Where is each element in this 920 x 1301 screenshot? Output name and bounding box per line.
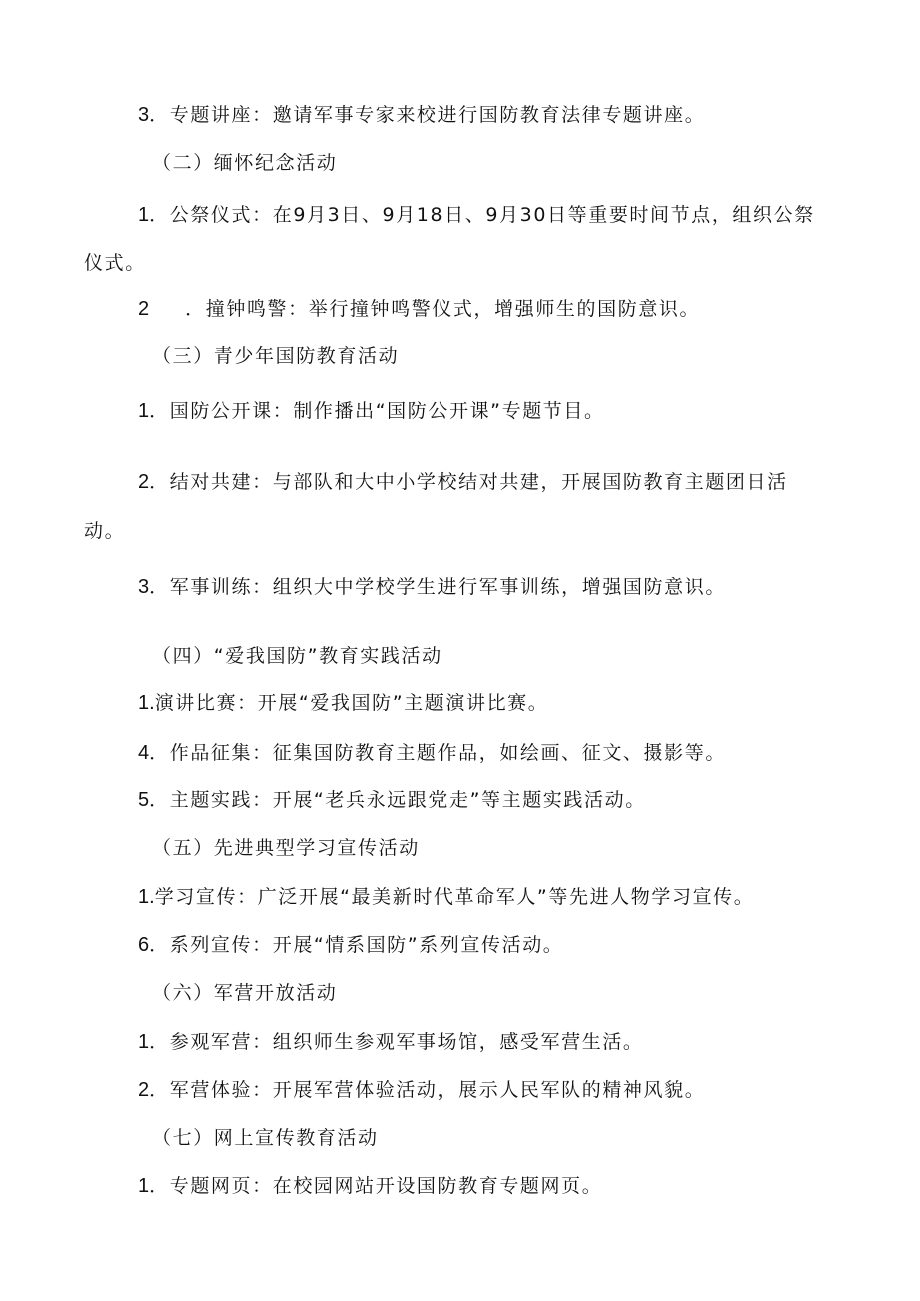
heading-text: （三）青少年国防教育活动: [152, 345, 400, 367]
item-text: ．军事训练：组织大中学校学生进行军事训练，增强国防意识。: [149, 576, 726, 598]
item-text: ．专题讲座：邀请军事专家来校进行国防教育法律专题讲座。: [149, 104, 706, 126]
item-series-publicity: [138, 933, 563, 957]
item-text: ．结对共建：与部队和大中小学校结对共建，开展国防教育主题团日活: [149, 471, 788, 493]
item-pairing: [138, 470, 788, 494]
item-text: ．参观军营：组织师生参观军事场馆，感受军营生活。: [149, 1031, 644, 1053]
item-speech-contest: [138, 691, 548, 715]
heading-text: （四）“爱我国防”教育实践活动: [152, 645, 443, 667]
section-heading-5: [152, 836, 420, 860]
item-text: ．专题网页：在校园网站开设国防教育专题网页。: [149, 1175, 603, 1197]
item-number: 1: [138, 1031, 150, 1053]
item-bell-ringing: [138, 297, 700, 321]
item-text: ．公祭仪式：在9月3日、9月18日、9月30日等重要时间节点，组织公祭: [149, 204, 815, 226]
item-theme-practice: [138, 788, 646, 812]
item-text: 学习宣传：广泛开展“最美新时代革命军人”等先进人物学习宣传。: [154, 886, 755, 908]
item-text: 仪式。: [84, 252, 146, 274]
item-number: 2: [138, 1079, 150, 1101]
item-open-class: [138, 399, 605, 423]
item-text: ．国防公开课：制作播出“国防公开课”专题节目。: [149, 400, 605, 422]
item-text: ．撞钟鸣警：举行撞钟鸣警仪式，增强师生的国防意识。: [185, 298, 701, 320]
item-text: ．作品征集：征集国防教育主题作品，如绘画、征文、摄影等。: [149, 742, 726, 764]
item-number: 1: [138, 204, 150, 226]
item-text: ．军营体验：开展军营体验活动，展示人民军队的精神风貌。: [149, 1079, 706, 1101]
item-number: 5: [138, 789, 150, 811]
heading-text: （二）缅怀纪念活动: [152, 152, 338, 174]
item-number: 3: [138, 104, 150, 126]
item-number: 1: [138, 400, 150, 422]
item-text: ．系列宣传：开展“情系国防”系列宣传活动。: [149, 934, 564, 956]
item-study-publicity: [138, 885, 754, 909]
section-heading-3: [152, 344, 399, 368]
item-number: 1.: [138, 692, 155, 714]
item-number: 2: [138, 298, 150, 320]
item-military-training: [138, 575, 726, 599]
item-text: 动。: [84, 520, 126, 542]
item-barracks-experience: [138, 1078, 705, 1102]
section-heading-6: [152, 981, 337, 1005]
heading-text: （六）军营开放活动: [152, 982, 338, 1004]
item-number: 3: [138, 576, 150, 598]
item-works-collection: [138, 741, 726, 765]
section-heading-7: [152, 1126, 379, 1150]
item-number: 1.: [138, 886, 155, 908]
section-heading-4: [152, 644, 443, 668]
item-number: 6: [138, 934, 150, 956]
item-memorial-ceremony: [138, 203, 815, 227]
item-number: 1: [138, 1175, 150, 1197]
item-number: 2: [138, 471, 150, 493]
item-lecture: [138, 103, 705, 127]
item-visit-barracks: [138, 1030, 644, 1054]
item-continuation: [84, 519, 125, 543]
heading-text: （五）先进典型学习宣传活动: [152, 837, 420, 859]
item-continuation: [84, 251, 146, 275]
item-number: 4: [138, 742, 150, 764]
item-text: 演讲比赛：开展“爱我国防”主题演讲比赛。: [154, 692, 549, 714]
item-topic-webpage: [138, 1174, 602, 1198]
item-text: ．主题实践：开展“老兵永远跟党走”等主题实践活动。: [149, 789, 646, 811]
section-heading-2: [152, 151, 337, 175]
heading-text: （七）网上宣传教育活动: [152, 1127, 379, 1149]
